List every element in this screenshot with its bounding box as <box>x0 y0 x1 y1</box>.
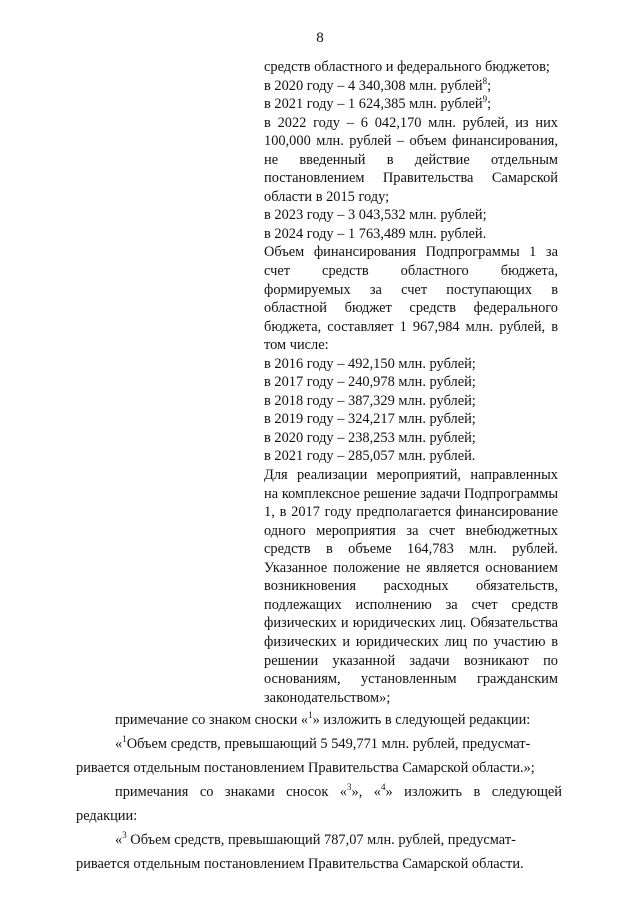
column-line: в 2018 году – 387,329 млн. рублей; <box>264 392 476 409</box>
column-line: Для реализации мероприятий, направленных на комплексное решение задачи Подпрограммы 1, в 2017 году предполагается финансирование одного мероприятия за счет внебюджетных средств в объеме 164,783 млн. рублей. Указанное положение не является основанием возникновения расходных обязательств, подлежащих исполнению за счет средств физических и юридических лиц. Обязательства физических и юридических лиц по участию в решении указанной задачи возникают по основаниям, установленным гражданским законодательством»; <box>264 467 558 706</box>
footnote-mark: 3 <box>347 782 352 793</box>
column-line: в 2020 году – 238,253 млн. рублей; <box>264 429 476 446</box>
note-1-text: «$^1$Объем средств, превышающий 5 549,771 млн. рублей, предусмат- <box>115 734 531 752</box>
note-2-text: «$^3$ Объем средств, превышающий 787,07 млн. рублей, предусмат- <box>115 830 516 848</box>
column-line: в 2022 году – 6 042,170 млн. рублей, из них 100,000 млн. рублей – объем финансирования, не введенный в действие отдельным постановлением Правительства Самарской области в 2015 году; <box>264 114 558 205</box>
footnote-mark: 4 <box>380 782 386 793</box>
notes-section <box>76 708 562 876</box>
column-line: в 2021 году – 285,057 млн. рублей. <box>264 448 476 465</box>
footnote-mark: 1 <box>308 710 313 721</box>
note-2-intro: примечания со знаками сносок «$^3$», «$^4$» изложить в следующей редакции: <box>76 782 562 824</box>
note-2-continuation: ривается отдельным постановлением Правительства Самарской области. <box>76 856 524 872</box>
page-number: 8 <box>316 30 324 46</box>
column-line: в 2023 году – 3 043,532 млн. рублей; <box>264 207 487 224</box>
note-1-continuation: ривается отдельным постановлением Правительства Самарской области.»; <box>76 760 535 776</box>
column-line: в 2016 году – 492,150 млн. рублей; <box>264 355 476 372</box>
column-line: в 2019 году – 324,217 млн. рублей; <box>264 411 476 428</box>
footnote-mark: 3 <box>122 830 127 841</box>
column-line: в 2020 году – 4 340,308 млн. рублей$^8$; <box>264 75 492 94</box>
column-line: Объем финансирования Подпрограммы 1 за счет средств областного бюджета, формируемых за счет поступающих в областной бюджет средств федерального бюджета, составляет 1 967,984 млн. рублей, в том числе: <box>264 244 558 354</box>
column-line: в 2024 году – 1 763,489 млн. рублей. <box>264 225 487 242</box>
footnote-mark: 1 <box>122 734 127 745</box>
column-line: средств областного и федерального бюджетов; <box>264 59 550 75</box>
footnote-mark: 8 <box>482 75 488 86</box>
column-line: в 2017 году – 240,978 млн. рублей; <box>264 374 476 391</box>
note-1-intro: примечание со знаком сноски «$^1$» изложить в следующей редакции: <box>115 710 531 728</box>
footnote-mark: 9 <box>482 94 488 105</box>
amendment-column <box>264 58 558 707</box>
column-line: в 2021 году – 1 624,385 млн. рублей$^9$; <box>264 94 492 113</box>
